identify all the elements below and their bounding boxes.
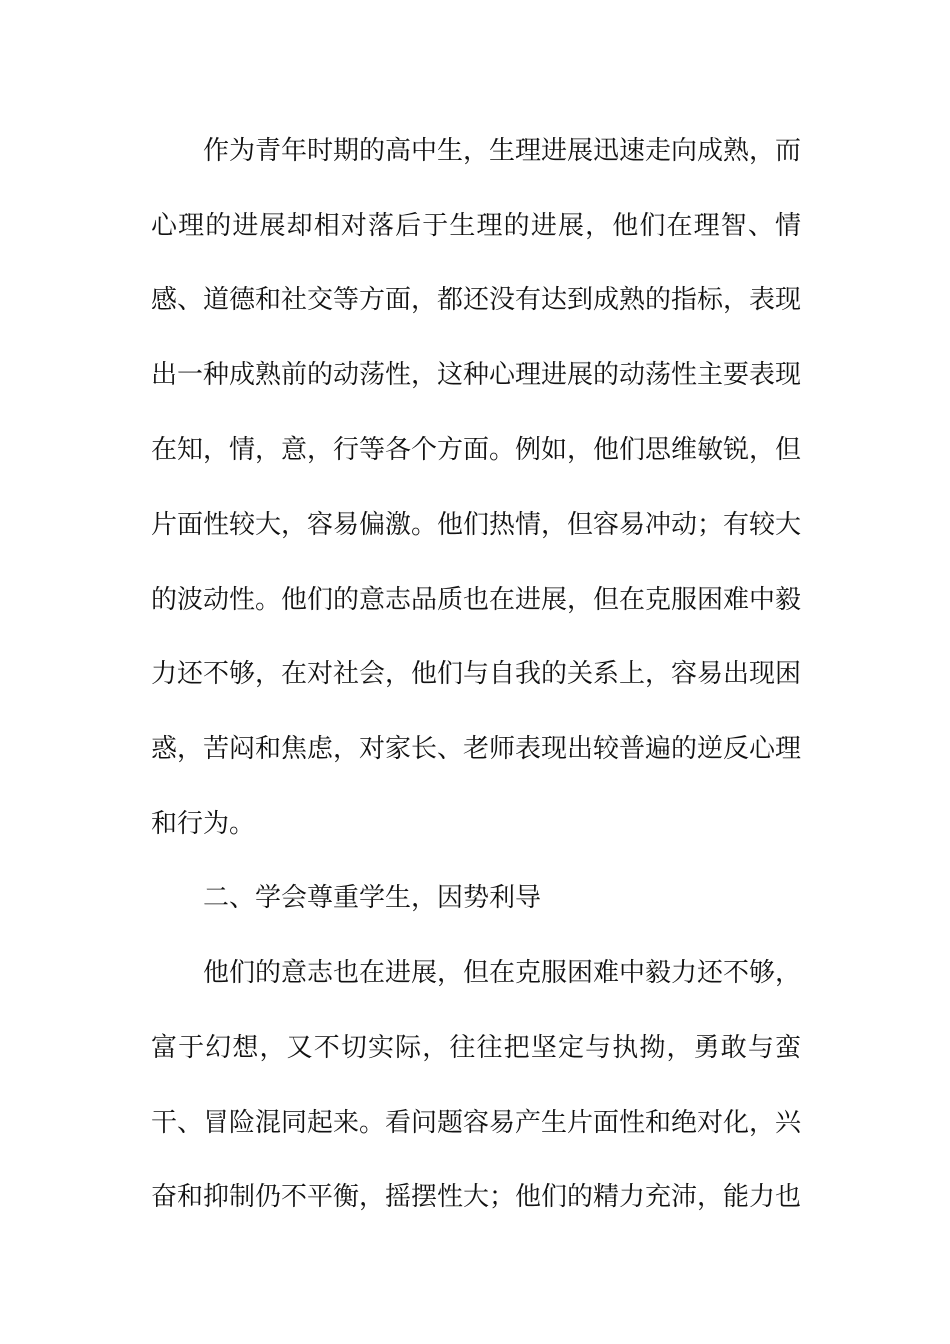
paragraph-1-line-6: 片面性较大，容易偏激。他们热情，但容易冲动；有较大	[151, 510, 802, 540]
paragraph-1-line-5: 在知，情，意，行等各个方面。例如，他们思维敏锐，但	[151, 435, 802, 465]
paragraph-2-line-3: 干、冒险混同起来。看问题容易产生片面性和绝对化，兴	[151, 1108, 802, 1138]
paragraph-1-line-4: 出一种成熟前的动荡性，这种心理进展的动荡性主要表现	[151, 360, 802, 390]
paragraph-1-line-1: 作为青年时期的高中生，生理进展迅速走向成熟，而	[203, 136, 802, 166]
section-heading: 二、学会尊重学生，因势利导	[203, 883, 542, 913]
paragraph-2-line-1: 他们的意志也在进展，但在克服困难中毅力还不够，	[203, 958, 802, 988]
paragraph-1-line-8: 力还不够，在对社会，他们与自我的关系上，容易出现困	[151, 659, 802, 689]
paragraph-1-line-7: 的波动性。他们的意志品质也在进展，但在克服困难中毅	[151, 585, 802, 615]
paragraph-2-line-2: 富于幻想，又不切实际，往往把坚定与执拗，勇敢与蛮	[151, 1033, 801, 1063]
paragraph-2-line-4: 奋和抑制仍不平衡，摇摆性大；他们的精力充沛，能力也	[151, 1182, 802, 1212]
paragraph-1-line-3: 感、道德和社交等方面，都还没有达到成熟的指标，表现	[151, 285, 802, 315]
paragraph-1-line-10: 和行为。	[151, 809, 256, 839]
paragraph-1-line-2: 心理的进展却相对落后于生理的进展，他们在理智、情	[151, 211, 801, 241]
paragraph-1-line-9: 惑，苦闷和焦虑，对家长、老师表现出较普遍的逆反心理	[151, 734, 802, 764]
